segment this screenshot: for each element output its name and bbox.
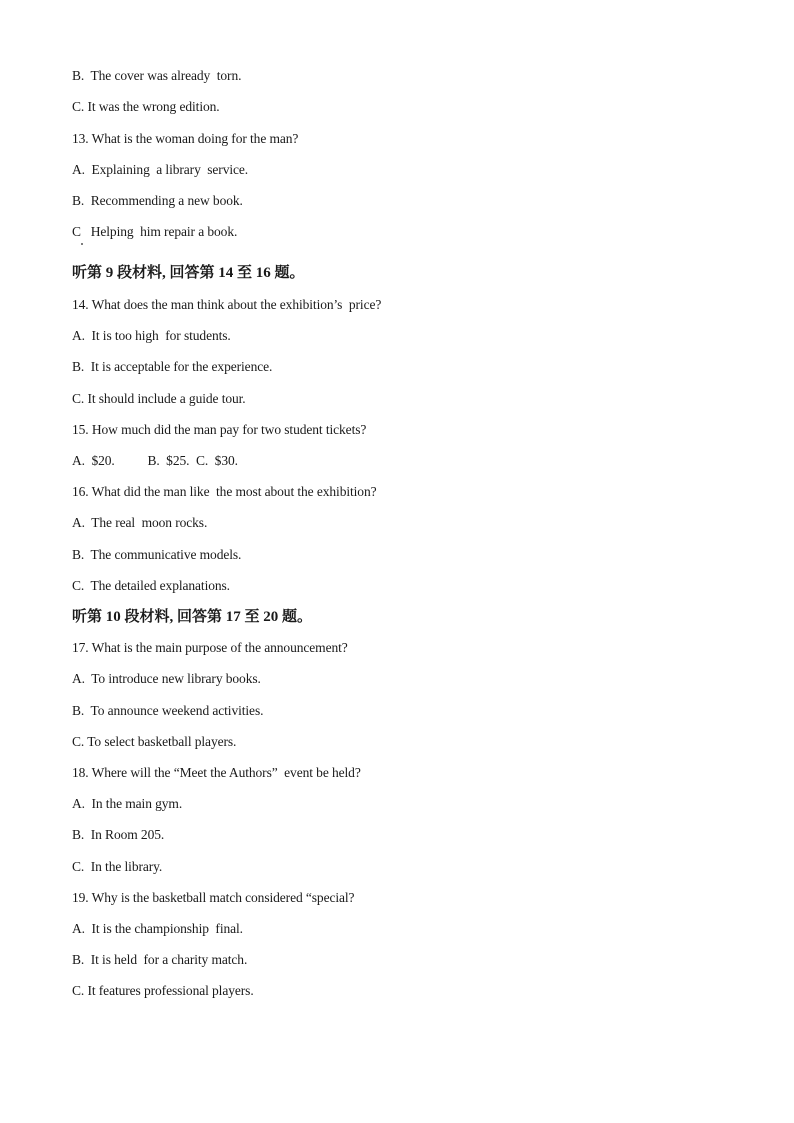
q18-option-b: B. In Room 205. (72, 827, 165, 842)
q19-option-c: C. It features professional players. (72, 983, 254, 998)
question-17: 17. What is the main purpose of the announcement? (72, 640, 348, 655)
q14-option-c: C. It should include a guide tour. (72, 391, 246, 406)
q13-option-b: B. Recommending a new book. (72, 193, 243, 208)
question-19: 19. Why is the basketball match considered “special? (72, 890, 355, 905)
question-14: 14. What does the man think about the exhibition’s price? (72, 297, 382, 312)
question-16: 16. What did the man like the most about the exhibition? (72, 484, 377, 499)
q18-option-c: C. In the library. (72, 859, 163, 874)
stray-dot (81, 243, 83, 245)
q17-option-b: B. To announce weekend activities. (72, 703, 264, 718)
question-15: 15. How much did the man pay for two student tickets? (72, 422, 367, 437)
q18-option-a: A. In the main gym. (72, 796, 183, 811)
section-heading-10: 听第 10 段材料, 回答第 17 至 20 题。 (72, 609, 313, 625)
q13-option-a: A. Explaining a library service. (72, 162, 249, 177)
q15-options: A. $20. B. $25. C. $30. (72, 453, 238, 468)
q17-option-c: C. To select basketball players. (72, 734, 237, 749)
q13-option-c: C Helping him repair a book. (72, 224, 238, 239)
q12-option-b: B. The cover was already torn. (72, 68, 242, 83)
question-18: 18. Where will the “Meet the Authors” event be held? (72, 765, 361, 780)
q12-option-c: C. It was the wrong edition. (72, 99, 220, 114)
q14-option-b: B. It is acceptable for the experience. (72, 359, 273, 374)
question-13: 13. What is the woman doing for the man? (72, 131, 299, 146)
q19-option-b: B. It is held for a charity match. (72, 952, 248, 967)
q14-option-a: A. It is too high for students. (72, 328, 231, 343)
q16-option-c: C. The detailed explanations. (72, 578, 230, 593)
q19-option-a: A. It is the championship final. (72, 921, 243, 936)
q17-option-a: A. To introduce new library books. (72, 671, 261, 686)
q16-option-b: B. The communicative models. (72, 547, 242, 562)
section-heading-9: 听第 9 段材料, 回答第 14 至 16 题。 (72, 265, 305, 281)
q16-option-a: A. The real moon rocks. (72, 515, 208, 530)
